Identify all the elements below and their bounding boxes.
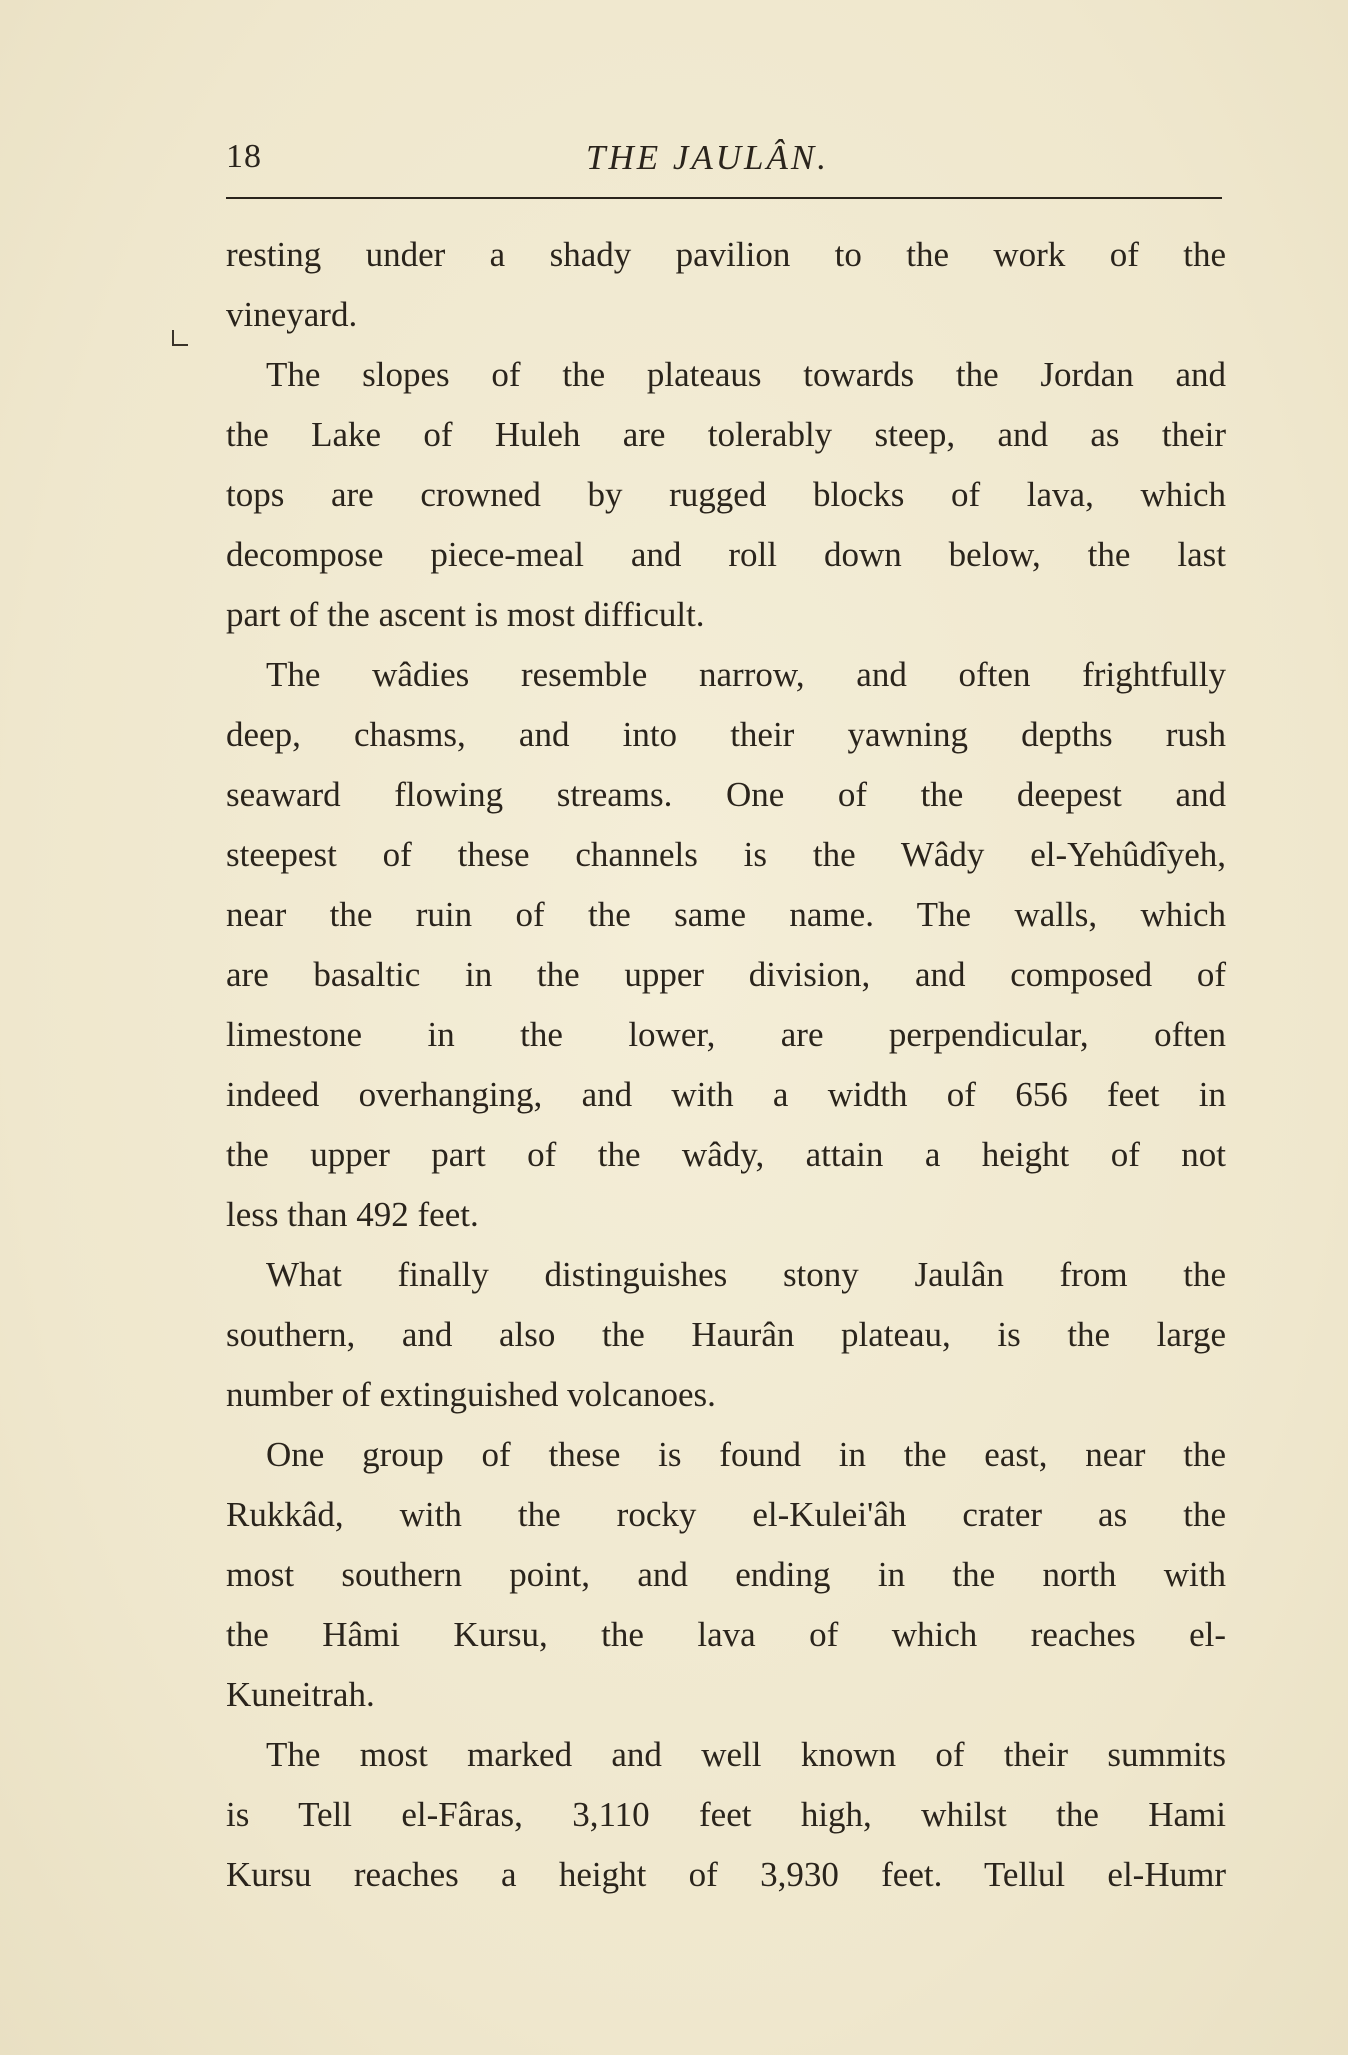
text-line: What finally distinguishes stony Jaulân from the bbox=[266, 1255, 1226, 1294]
text-line: seaward flowing streams. One of the deepest and bbox=[226, 775, 1226, 814]
text-line: indeed overhanging, and with a width of 656 feet in bbox=[226, 1075, 1226, 1114]
header-rule bbox=[226, 197, 1222, 199]
text-line: part of the ascent is most difficult. bbox=[226, 595, 705, 634]
text-line: less than 492 feet. bbox=[226, 1195, 479, 1234]
margin-mark bbox=[172, 330, 188, 346]
text-line: Rukkâd, with the rocky el-Kulei'âh crater as the bbox=[226, 1495, 1226, 1534]
page-header bbox=[226, 138, 1224, 188]
text-line: One group of these is found in the east, near the bbox=[266, 1435, 1226, 1474]
text-line: Kursu reaches a height of 3,930 feet. Tellul el-Humr bbox=[226, 1855, 1226, 1894]
text-line: near the ruin of the same name. The walls, which bbox=[226, 895, 1226, 934]
text-line: Kuneitrah. bbox=[226, 1675, 375, 1714]
text-line: The slopes of the plateaus towards the Jordan and bbox=[266, 355, 1226, 394]
text-line: The wâdies resemble narrow, and often frightfully bbox=[266, 655, 1226, 694]
text-line: resting under a shady pavilion to the work of the bbox=[226, 235, 1226, 274]
text-line: the Lake of Huleh are tolerably steep, and as their bbox=[226, 415, 1226, 454]
text-line: the Hâmi Kursu, the lava of which reaches el- bbox=[226, 1615, 1226, 1654]
text-line: number of extinguished volcanoes. bbox=[226, 1375, 716, 1414]
body-text bbox=[226, 225, 1226, 1905]
page-number: 18 bbox=[226, 138, 262, 175]
text-line: steepest of these channels is the Wâdy el-Yehûdîyeh, bbox=[226, 835, 1226, 874]
text-line: decompose piece-meal and roll down below, the last bbox=[226, 535, 1226, 574]
text-line: vineyard. bbox=[226, 295, 358, 334]
text-line: limestone in the lower, are perpendicular, often bbox=[226, 1015, 1226, 1054]
running-head: THE JAULÂN. bbox=[586, 138, 829, 177]
text-line: is Tell el-Fâras, 3,110 feet high, whilst the Hami bbox=[226, 1795, 1226, 1834]
text-line: southern, and also the Haurân plateau, is the large bbox=[226, 1315, 1226, 1354]
text-line: are basaltic in the upper division, and composed of bbox=[226, 955, 1226, 994]
text-line: tops are crowned by rugged blocks of lava, which bbox=[226, 475, 1226, 514]
text-line: most southern point, and ending in the north with bbox=[226, 1555, 1226, 1594]
text-line: deep, chasms, and into their yawning depths rush bbox=[226, 715, 1226, 754]
text-line: The most marked and well known of their summits bbox=[266, 1735, 1226, 1774]
text-line: the upper part of the wâdy, attain a height of not bbox=[226, 1135, 1226, 1174]
